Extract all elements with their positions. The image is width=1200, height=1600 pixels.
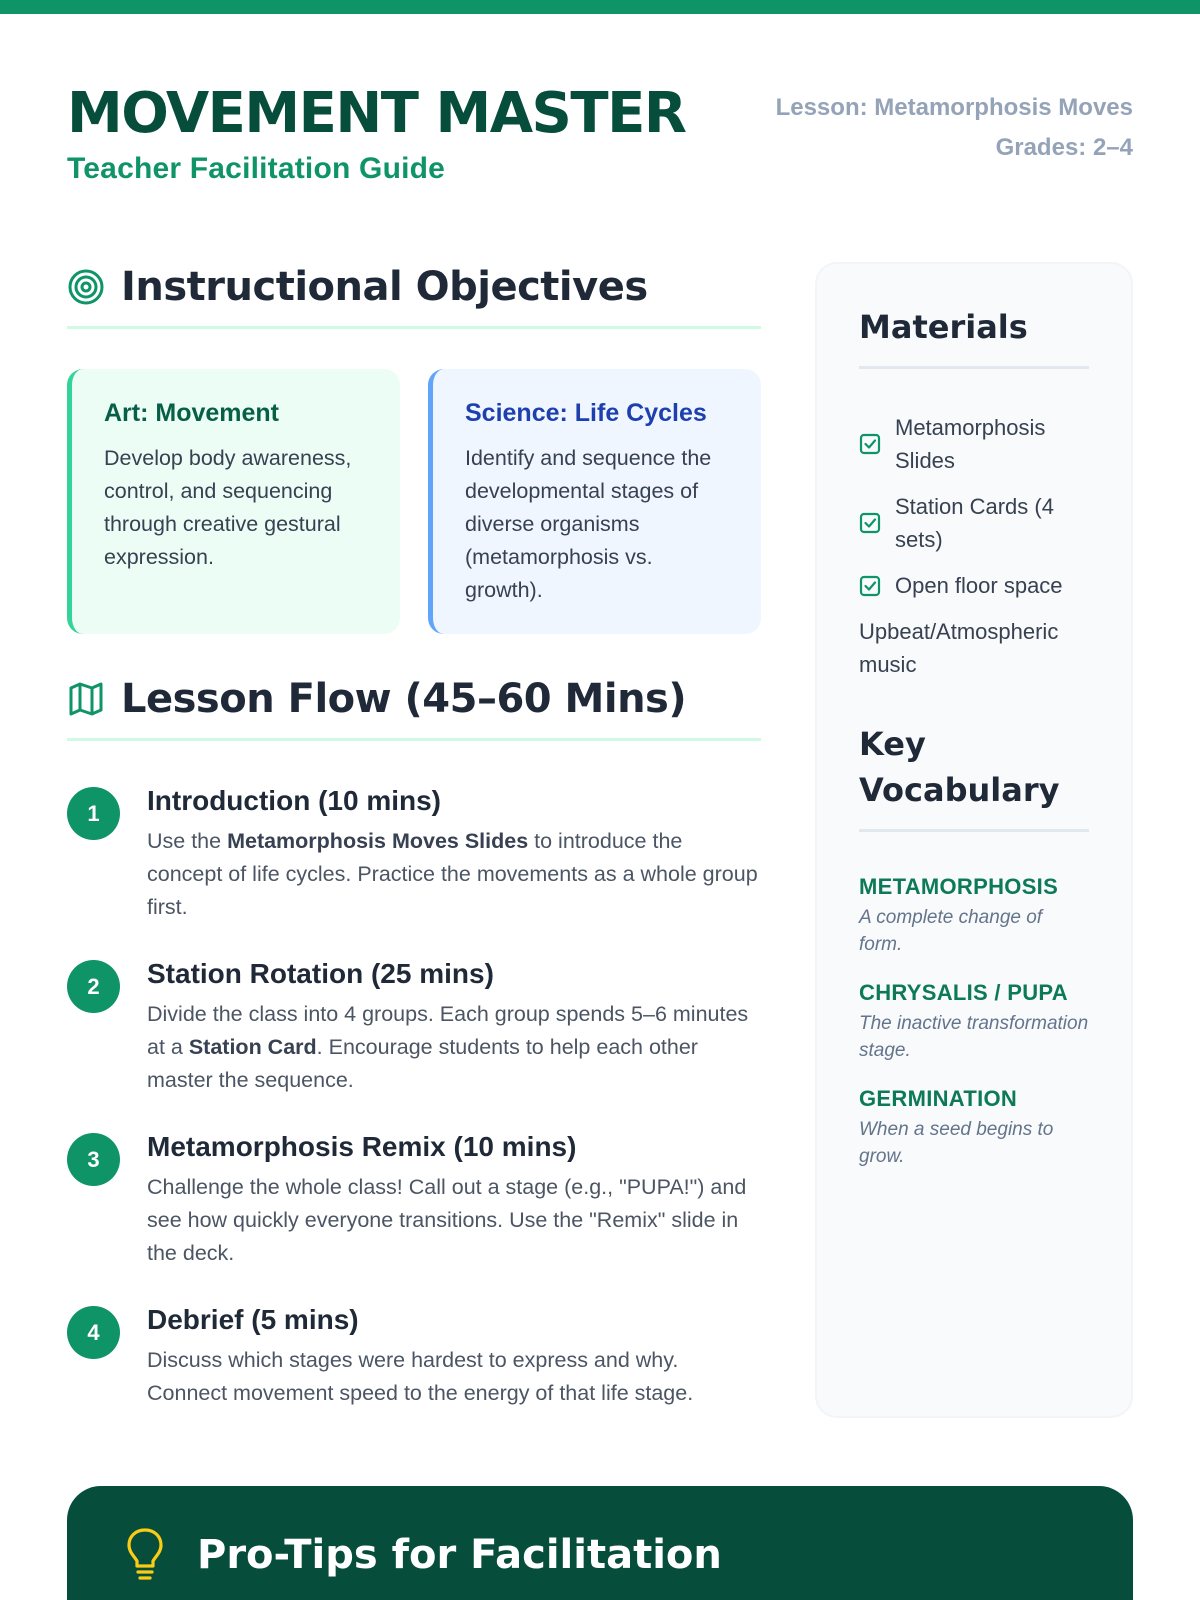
step-number: 3: [67, 1133, 120, 1186]
vocabulary-item: [859, 874, 1089, 958]
pro-tips-panel: [67, 1486, 1133, 1600]
vocabulary-item: [859, 980, 1089, 1064]
objectives-heading: [67, 258, 761, 316]
page-subtitle: Teacher Facilitation Guide: [67, 152, 446, 185]
step-title: Station Rotation (25 mins): [147, 958, 494, 989]
materials-item: [859, 569, 1089, 602]
vocabulary-term: CHRYSALIS / PUPA: [859, 980, 1068, 1005]
step-title: Debrief (5 mins): [147, 1304, 359, 1335]
sidebar: [815, 262, 1133, 1418]
objectives-title: Instructional Objectives: [121, 264, 648, 310]
materials-item: [859, 411, 1089, 477]
objective-cards: [67, 369, 761, 634]
pro-tips-title: Pro-Tips for Facilitation: [197, 1532, 722, 1578]
materials-label: Open floor space: [895, 573, 1063, 598]
lightbulb-icon: [125, 1526, 165, 1587]
vocabulary-definition: When a seed begins to grow.: [859, 1119, 1054, 1167]
grade-range: Grades: 2–4: [995, 134, 1133, 161]
main-content: [67, 258, 761, 1477]
materials-label: Metamorphosis Slides: [895, 415, 1046, 473]
page-header: [67, 81, 1133, 194]
lesson-step: [67, 785, 761, 958]
lesson-step: [67, 1304, 761, 1477]
section-divider: [67, 326, 761, 329]
vocabulary-term: GERMINATION: [859, 1086, 1018, 1111]
step-text: Use the Metamorphosis Moves Slides to introduce the concept of life cycles. Practice the movements as a whole group first.: [147, 829, 758, 919]
sidebar-divider: [859, 829, 1089, 832]
materials-title: Materials: [859, 308, 1028, 346]
objective-text: Identify and sequence the developmental stages of diverse organisms (metamorphosis vs. growth).: [465, 446, 712, 602]
vocabulary-definition: The inactive transformation stage.: [859, 1013, 1089, 1061]
lesson-flow-title: Lesson Flow (45–60 Mins): [121, 676, 687, 722]
checkbox-icon: [859, 575, 881, 597]
lesson-flow-heading: [67, 670, 761, 728]
vocabulary-list: [859, 874, 1089, 1170]
step-text: Divide the class into 4 groups. Each group spends 5–6 minutes at a Station Card. Encourage students to help each other master the sequence.: [147, 1002, 749, 1092]
lesson-step: [67, 958, 761, 1131]
materials-list: [859, 411, 1089, 681]
lesson-meta: [776, 88, 1133, 168]
materials-item: [859, 490, 1089, 556]
step-title: Introduction (10 mins): [147, 785, 441, 816]
map-icon: [67, 680, 105, 718]
step-number: 1: [67, 787, 120, 840]
vocabulary-definition: A complete change of form.: [859, 907, 1043, 955]
vocabulary-title: Key Vocabulary: [859, 725, 1060, 809]
section-divider: [67, 738, 761, 741]
objective-card-art: [67, 369, 400, 634]
vocabulary-term: METAMORPHOSIS: [859, 874, 1059, 899]
checkbox-icon: [859, 512, 881, 534]
top-accent-bar: [0, 0, 1200, 14]
objective-text: Develop body awareness, control, and sequencing through creative gestural expression.: [104, 446, 352, 569]
step-text: Discuss which stages were hardest to express and why. Connect movement speed to the energy of that life stage.: [147, 1348, 694, 1405]
materials-item: [859, 615, 1089, 681]
checkbox-icon: [859, 433, 881, 455]
objective-title: Art: Movement: [104, 399, 280, 427]
step-number: 4: [67, 1306, 120, 1359]
lesson-steps: [67, 785, 761, 1477]
step-title: Metamorphosis Remix (10 mins): [147, 1131, 577, 1162]
materials-label: Upbeat/Atmospheric music: [859, 619, 1059, 677]
target-icon: [67, 268, 105, 306]
page-title: MOVEMENT MASTER: [67, 81, 686, 146]
materials-label: Station Cards (4 sets): [895, 494, 1054, 552]
lesson-name: Lesson: Metamorphosis Moves: [775, 94, 1133, 121]
step-text: Challenge the whole class! Call out a stage (e.g., "PUPA!") and see how quickly everyone transitions. Use the "Remix" slide in the deck.: [147, 1175, 747, 1265]
lesson-step: [67, 1131, 761, 1304]
sidebar-divider: [859, 366, 1089, 369]
objective-title: Science: Life Cycles: [465, 399, 707, 427]
objective-card-science: [428, 369, 761, 634]
step-number: 2: [67, 960, 120, 1013]
vocabulary-item: [859, 1086, 1089, 1170]
